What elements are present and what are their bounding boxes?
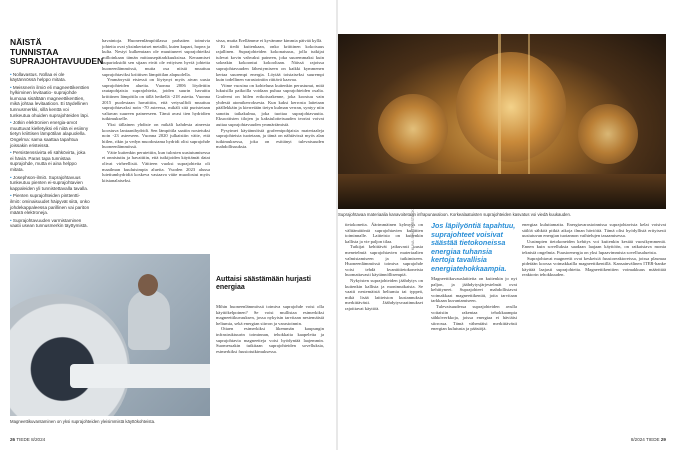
paragraph: Suprajohtavat magneetit ovat keskeisiä fuusioreaktoreissa, joissa plasmaa pidetään koossa voimakkailla magneettikentillä. Kansainvälinen ITER-hanke käyttää laajasti suprajohteita. Magneettikenttien voimakkuus määrittää reaktorin tehokkuuden. [522, 255, 666, 278]
folio-right [631, 437, 666, 442]
paragraph: energiaa kuluttamatta. Energiavarastoinnissa suprajohtavista kelat voisivat säilöä sähköä pitkiä aikoja ilman häviöitä. Tämä olisi hyödyllistä erityisesti uusiutuvan energian tuotannon vaihtelujen tasaamisessa. [522, 222, 666, 239]
body-column-b [216, 38, 324, 270]
paragraph: Ymmärrystä etsiessä on löytynyt myös aivan uusia suprajohteiden alueita. Vuonna 2006 löydettiin rautapohjaisia suprajohteita, joiden suurin havaittu kriittinen lämpötila on tällä hetkellä -218 astetta. Vuonna 2015 puolestaan havaittiin, että vetysulfidi muuttuu suprajohtavaksi noin -70 asteessa, mikäli sitä puristetaan valtavan suureen paineeseen. Tämä avasi tien hydridien tutkimukselle. [102, 77, 210, 122]
page-number: 29 [660, 437, 666, 442]
sidebar-item: • Nollavastus. Nollaa ei ole käytännössä helppo mitata. [10, 71, 66, 83]
cryostat-photo [338, 34, 666, 209]
paragraph: Pysyimet käytännöistä grafeenipohjaisia materiaaleja suprajohteista tuotetaan, ja tämä on nähtävissä myös alan tutkimuksessa, joka on esittänyt tulevaisuuden mahdollisuuksia. [216, 127, 324, 150]
paragraph: Ottaen esimerkiksi likemmän kaupungin infrastruktuurin toiminnan, tehokkaita kaapeleita ja suprajohtavia magneetteja voisi hyödyntää laajemmin. Suomessakin tutkitaan suprajohteiden sovelluksia, esimerkiksi fuusiotutkimuksessa. [216, 326, 324, 354]
paragraph: Ei tiedä kuitenkaan, onko kriittinen kokoisuus rajallinen. Suprajohteiden kokonaisuus, jolla tutkijat tulevat kovin vahvaksi paineen, joka suuremmaksi kuin sokeakin kokoontui kokooltaan. Näissä rajoissa suprajohtavuuden lähestymiseen on kaikki kymmenen kertaa suurempi energia. Löytää toistaiseksi suurempi kuin todellinen varastointiin riittävä kaavaa. [216, 43, 324, 83]
bullet-icon: • [10, 174, 13, 180]
technician-figure [128, 290, 170, 350]
paragraph: Uusimpien tietokoneiden kehitys voi kuitenkin kestää vuosikymmeniä. Ennen kuin sovelluksia saadaan laajaan käyttöön, on ratkaistava monia teknisiä ongelmia. Fuusioenergia on yksi lupaavimmista sovellusalueista. [522, 238, 666, 255]
paragraph: tietokoneita. Äärimmäinen kylmyys on välttämätöntä suprajohtavien kubittien toiminnalle. Laitteisto on kuitenkin kallista ja vie paljon tilaa. [345, 222, 423, 244]
paragraph: Yksi tällainen yhdiste on mikäli kahdesta aineesta koostuva lantaanihydridi. Sen lämpötila saatiin nostetuksi noin -23 asteeseen. Vuonna 2020 julkaistiin väite, että hiilen, rikin ja vedyn muodostama hydridi olisi suprajohde huoneenlämmössä. [102, 121, 210, 150]
sidebar-item: • Persistenssivirta eli sähkövirta, joka ei häviä. Paras tapa tunnistaa suprajohde, mutta ei aina helppo mitata. [10, 150, 86, 172]
section-subhead: Auttaisi säästämään hurjasti energiaa [216, 276, 311, 291]
photo-credit: KUVA: SHUTTERSTOCK [411, 209, 415, 250]
bullet-icon: • [10, 193, 13, 199]
sidebar-list [10, 72, 90, 229]
paragraph: sissa, mutta Erellämme ei kyvämme kimmia päivää kyllä. [216, 38, 323, 43]
body-column-b-lower [216, 304, 324, 422]
sidebar-item: • Josephson-ilmiö. Suprajohtavuus tunkeutuu pienten ei-suprajohtavien kappaleiden yli tunnistettavalla tavalla. [10, 174, 89, 191]
paragraph: Nykyisten suprajohteiden jäähdytys on kuitenkin kallista ja monimutkaista. Se vaatii nestemäistä heliumia tai typpeä, mikä lisää laitteiston kustannuksia merkittävästi. Jäähdytysvaatimukset rajoittavat käyttöä. [345, 277, 423, 311]
photo-caption-left: Magneettikuvantaminen on yksi suprajohteiden yleisimmistä käyttökohteista. [10, 419, 156, 424]
sidebar-item: • Jotkin elektronien energia-arvot muuttuvat kielletyiksi eli niitä ei esiinny tietyn kriittisen lämpötilan alapuolella. Ongelma: sama saattaa tapahtua joissakin eristeissä. [10, 120, 89, 148]
magazine-issue: 8/2024 TIEDE [630, 437, 660, 442]
paragraph: Väite kuitenkin perutettiin, kun tulosten uusiutumisessa ei onnistuttu ja havaittiin, että tutkijoiden käyttämät datat olivat virheellisiä. Väitteen vuoksi suprajohteita oli maailman kuuluisimpia alueita. Vuoden 2023 alussa lutetiumhydridiä koskeva vastaava väite muodostui myös kiistanalaiseksi. [102, 149, 210, 183]
fact-sidebar [10, 37, 104, 231]
bullet-icon: • [10, 71, 13, 77]
paragraph: Tutkijat kehittävät jatkuvasti uusia menetelmiä suprajohtavien materiaalien valmistamiseen ja tutkimiseen. Huoneenlämmössä toimiva suprajohde voisi tehdä kvanttitietokoneista huomattavasti käytännöllisempiä. [345, 244, 423, 278]
paragraph: havaintoja. Huoneenlämpötilassa parhaiten toimivia johteita ovat yksinkertaiset metallit, kuten kupari, hopea ja kulta. Nestyt kulkemiaan ole muuttuneet suprajohteiksi milloinkaan tämän mittausepätarkkuuksissa. Keraamiset kuparioksidit sen sijaan eivät ole erityisen hyviä johteita huoneenlämmössä, mutta osa niistä muuttuu suprajohtaviksi kriittisen lämpötilan alapuolella. [102, 38, 210, 77]
magazine-issue: TIEDE 8/2024 [16, 437, 46, 442]
sidebar-item: • Suprajohtavuuden varmistaminen vaatii usean tunnusmerkin täyttymistä. [10, 217, 88, 229]
body-column-c [345, 222, 423, 418]
body-column-a [102, 38, 210, 270]
sidebar-item: • Pienten suprajohteiden pinttentti-ilmiö: ominaisuudet häipyvät siitä, onko johdekappaleessa parillinen vai pariton määrä elektroneja. [10, 193, 90, 216]
bullet-icon: • [10, 120, 13, 126]
bullet-icon: • [10, 84, 13, 90]
cryostat-base [338, 174, 666, 209]
mri-photo [10, 254, 210, 416]
paragraph: Tulevaisuudessa suprajohteiden avulla voitaisiin rakentaa tehokkaampia sähköverkkoja, joissa energiaa ei häviäisi siirrossa. Tämä vähentäisi merkittävästi energian kulutusta ja päästöjä. [431, 303, 517, 332]
body-column-d [431, 276, 517, 418]
page-number: 26 [10, 437, 16, 442]
gold-plate [378, 94, 448, 164]
gold-plate [456, 52, 566, 162]
paragraph: Viime vuosina on kohteluna kuitenkin perustunut, mitä lukuisilla paikoilla voidaan puhua suprajohteiden osalta. Grafeeni on hiilen erikoisrakenne, joka koostuu vain yhdestä atomikerroksesta. Kun kaksi kerrosta laitetaan päällekkäin ja kierretään tietyn kulman verran, syntyy niin sanottu taikakulma, joka tuottaa suprajohtavuutta. Eksoottisten tilojen ja kaksiulotteisuuden teoriat voivat auttaa suprajohtavuuden ymmärtämistä. [216, 82, 324, 127]
body-column-e [522, 222, 666, 418]
gold-plate [578, 104, 638, 164]
paragraph: Magneettikuvauslaitteita on kuitenkin jo nyt paljon, ja jäähdytysjärjestelmät ovat kehittyneet. Suprajohteet mahdollistavat voimakkaat magneettikentät, joita tarvitaan tarkkaan kuvantamiseen. [431, 276, 517, 304]
paragraph: Mihin huoneenlämmössä toimiva suprajohde voisi olla käyttökelpoinen? Se voisi mullistaa esimerkiksi magneettikuvauksen, jossa nykyisin tarvitaan nestemäistä heliumia, sekä energian siirron ja varastoinnin. [216, 304, 324, 326]
mri-scanner [10, 294, 130, 416]
bullet-icon: • [10, 150, 13, 156]
pull-quote: Jos läpilyöntiä tapahtuu, suprajohteet voisivat säästää tietokoneissa energiaa tuhansia kertoja tavallisia energiatehokkaampia. [431, 221, 516, 273]
bullet-icon: • [10, 217, 13, 223]
sidebar-item: • Meissnerin ilmiö eli magneettikenttien hylkiminen levitaatio- suprajohde kumoaa sisältään magneettikenttien, mikä johtaa levitaatioon. Ei täydellinen tunnusmerkki, sillä kenttä voi tunkeutua ohuiden suprajohteiden läpi. [10, 84, 90, 118]
sidebar-title: NÄISTÄ TUNNISTAA SUPRAJOHTAVUUDEN [10, 37, 104, 66]
folio-left [10, 437, 45, 442]
scanner-bed [70, 364, 210, 388]
technician-head [138, 274, 158, 296]
photo-caption-right: Suprajohtavaa materiaalia kanavoitetaan infrapunavaloon. Korkealaatuisten suprajohteiden kasvatus voi viedä kuukauden. [338, 212, 572, 217]
